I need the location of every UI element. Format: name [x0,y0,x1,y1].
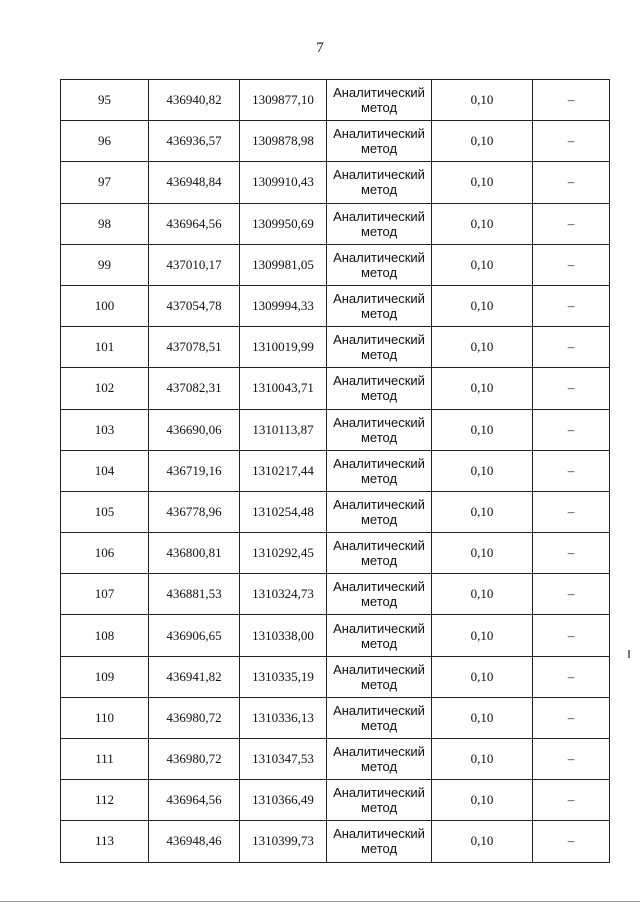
method-cell [327,244,432,285]
y-coordinate-cell: 1310217,44 [240,450,327,491]
y-coordinate-cell: 1310324,73 [240,574,327,615]
method-line-2: метод [360,388,398,404]
x-coordinate-cell: 436690,06 [149,409,240,450]
table-row [61,244,610,285]
method-line-1: Аналитический [333,826,425,842]
note-cell: – [533,739,610,780]
method-cell [327,368,432,409]
table-row [61,368,610,409]
y-coordinate-cell: 1309910,43 [240,162,327,203]
method-line-1: Аналитический [333,785,425,801]
table-row [61,491,610,532]
method-cell [327,574,432,615]
accuracy-cell: 0,10 [432,821,533,862]
method-line-1: Аналитический [333,661,425,677]
method-cell [327,162,432,203]
table-row [61,121,610,162]
table-body [61,80,610,863]
table-row [61,739,610,780]
scan-edge-mark [628,650,630,658]
method-line-1: Аналитический [333,126,425,142]
point-number-cell: 110 [61,697,149,738]
point-number-cell: 109 [61,656,149,697]
method-line-2: метод [360,635,398,651]
note-cell: – [533,533,610,574]
accuracy-cell: 0,10 [432,80,533,121]
accuracy-cell: 0,10 [432,656,533,697]
method-cell [327,450,432,491]
accuracy-cell: 0,10 [432,285,533,326]
method-line-1: Аналитический [333,208,425,224]
table-row [61,615,610,656]
method-cell [327,491,432,532]
table-row [61,450,610,491]
method-line-1: Аналитический [333,414,425,430]
y-coordinate-cell: 1309981,05 [240,244,327,285]
method-cell [327,327,432,368]
page-bottom-divider [0,901,640,902]
method-line-1: Аналитический [333,249,425,265]
method-line-1: Аналитический [333,373,425,389]
x-coordinate-cell: 436719,16 [149,450,240,491]
method-line-1: Аналитический [333,332,425,348]
y-coordinate-cell: 1309878,98 [240,121,327,162]
point-number-cell: 100 [61,285,149,326]
method-cell [327,739,432,780]
method-cell [327,285,432,326]
note-cell: – [533,203,610,244]
note-cell: – [533,327,610,368]
y-coordinate-cell: 1310338,00 [240,615,327,656]
y-coordinate-cell: 1310335,19 [240,656,327,697]
point-number-cell: 107 [61,574,149,615]
note-cell: – [533,697,610,738]
point-number-cell: 108 [61,615,149,656]
y-coordinate-cell: 1310254,48 [240,491,327,532]
method-line-2: метод [360,264,398,280]
method-cell [327,697,432,738]
accuracy-cell: 0,10 [432,368,533,409]
method-line-2: метод [360,429,398,445]
note-cell: – [533,244,610,285]
point-number-cell: 96 [61,121,149,162]
method-line-2: метод [360,676,398,692]
table-row [61,80,610,121]
method-line-2: метод [360,306,398,322]
accuracy-cell: 0,10 [432,450,533,491]
x-coordinate-cell: 436941,82 [149,656,240,697]
method-cell [327,821,432,862]
point-number-cell: 98 [61,203,149,244]
note-cell: – [533,615,610,656]
method-line-2: метод [360,759,398,775]
method-line-1: Аналитический [333,702,425,718]
point-number-cell: 105 [61,491,149,532]
accuracy-cell: 0,10 [432,491,533,532]
method-line-2: метод [360,553,398,569]
method-line-2: метод [360,100,398,116]
y-coordinate-cell: 1310336,13 [240,697,327,738]
note-cell: – [533,285,610,326]
point-number-cell: 113 [61,821,149,862]
point-number-cell: 103 [61,409,149,450]
x-coordinate-cell: 437078,51 [149,327,240,368]
y-coordinate-cell: 1310399,73 [240,821,327,862]
table-row [61,821,610,862]
y-coordinate-cell: 1309877,10 [240,80,327,121]
note-cell: – [533,162,610,203]
y-coordinate-cell: 1310113,87 [240,409,327,450]
y-coordinate-cell: 1310366,49 [240,780,327,821]
y-coordinate-cell: 1310292,45 [240,533,327,574]
method-cell [327,121,432,162]
point-number-cell: 95 [61,80,149,121]
x-coordinate-cell: 436881,53 [149,574,240,615]
method-line-1: Аналитический [333,496,425,512]
method-cell [327,656,432,697]
x-coordinate-cell: 437054,78 [149,285,240,326]
x-coordinate-cell: 436948,84 [149,162,240,203]
method-cell [327,615,432,656]
note-cell: – [533,450,610,491]
accuracy-cell: 0,10 [432,574,533,615]
table-row [61,203,610,244]
note-cell: – [533,409,610,450]
y-coordinate-cell: 1309950,69 [240,203,327,244]
point-number-cell: 102 [61,368,149,409]
accuracy-cell: 0,10 [432,244,533,285]
table-row [61,780,610,821]
note-cell: – [533,821,610,862]
method-line-2: метод [360,800,398,816]
method-line-1: Аналитический [333,85,425,101]
point-number-cell: 104 [61,450,149,491]
method-line-2: метод [360,182,398,198]
page-number: 7 [316,40,324,56]
accuracy-cell: 0,10 [432,533,533,574]
note-cell: – [533,491,610,532]
note-cell: – [533,80,610,121]
x-coordinate-cell: 436980,72 [149,739,240,780]
point-number-cell: 97 [61,162,149,203]
accuracy-cell: 0,10 [432,739,533,780]
table-row [61,574,610,615]
coordinates-table [60,79,610,863]
method-cell [327,533,432,574]
accuracy-cell: 0,10 [432,327,533,368]
accuracy-cell: 0,10 [432,162,533,203]
note-cell: – [533,780,610,821]
table-row [61,162,610,203]
accuracy-cell: 0,10 [432,121,533,162]
method-cell [327,780,432,821]
method-line-2: метод [360,511,398,527]
x-coordinate-cell: 436940,82 [149,80,240,121]
x-coordinate-cell: 436778,96 [149,491,240,532]
table-row [61,327,610,368]
note-cell: – [533,368,610,409]
method-cell [327,80,432,121]
method-line-2: метод [360,594,398,610]
y-coordinate-cell: 1310347,53 [240,739,327,780]
x-coordinate-cell: 436980,72 [149,697,240,738]
x-coordinate-cell: 436936,57 [149,121,240,162]
point-number-cell: 112 [61,780,149,821]
point-number-cell: 111 [61,739,149,780]
method-line-1: Аналитический [333,167,425,183]
method-line-2: метод [360,470,398,486]
method-line-2: метод [360,141,398,157]
method-line-2: метод [360,717,398,733]
x-coordinate-cell: 437082,31 [149,368,240,409]
y-coordinate-cell: 1310019,99 [240,327,327,368]
method-line-1: Аналитический [333,291,425,307]
table-row [61,285,610,326]
table-row [61,409,610,450]
method-line-1: Аналитический [333,579,425,595]
x-coordinate-cell: 436948,46 [149,821,240,862]
table-row [61,656,610,697]
accuracy-cell: 0,10 [432,780,533,821]
method-line-2: метод [360,841,398,857]
point-number-cell: 101 [61,327,149,368]
method-line-1: Аналитический [333,455,425,471]
x-coordinate-cell: 436964,56 [149,203,240,244]
method-line-2: метод [360,223,398,239]
x-coordinate-cell: 436964,56 [149,780,240,821]
point-number-cell: 99 [61,244,149,285]
table-row [61,533,610,574]
accuracy-cell: 0,10 [432,615,533,656]
method-cell [327,409,432,450]
method-line-1: Аналитический [333,620,425,636]
note-cell: – [533,121,610,162]
point-number-cell: 106 [61,533,149,574]
method-line-2: метод [360,347,398,363]
y-coordinate-cell: 1310043,71 [240,368,327,409]
x-coordinate-cell: 436800,81 [149,533,240,574]
note-cell: – [533,656,610,697]
method-line-1: Аналитический [333,538,425,554]
note-cell: – [533,574,610,615]
table-row [61,697,610,738]
accuracy-cell: 0,10 [432,697,533,738]
x-coordinate-cell: 437010,17 [149,244,240,285]
x-coordinate-cell: 436906,65 [149,615,240,656]
method-line-1: Аналитический [333,744,425,760]
accuracy-cell: 0,10 [432,409,533,450]
accuracy-cell: 0,10 [432,203,533,244]
method-cell [327,203,432,244]
y-coordinate-cell: 1309994,33 [240,285,327,326]
